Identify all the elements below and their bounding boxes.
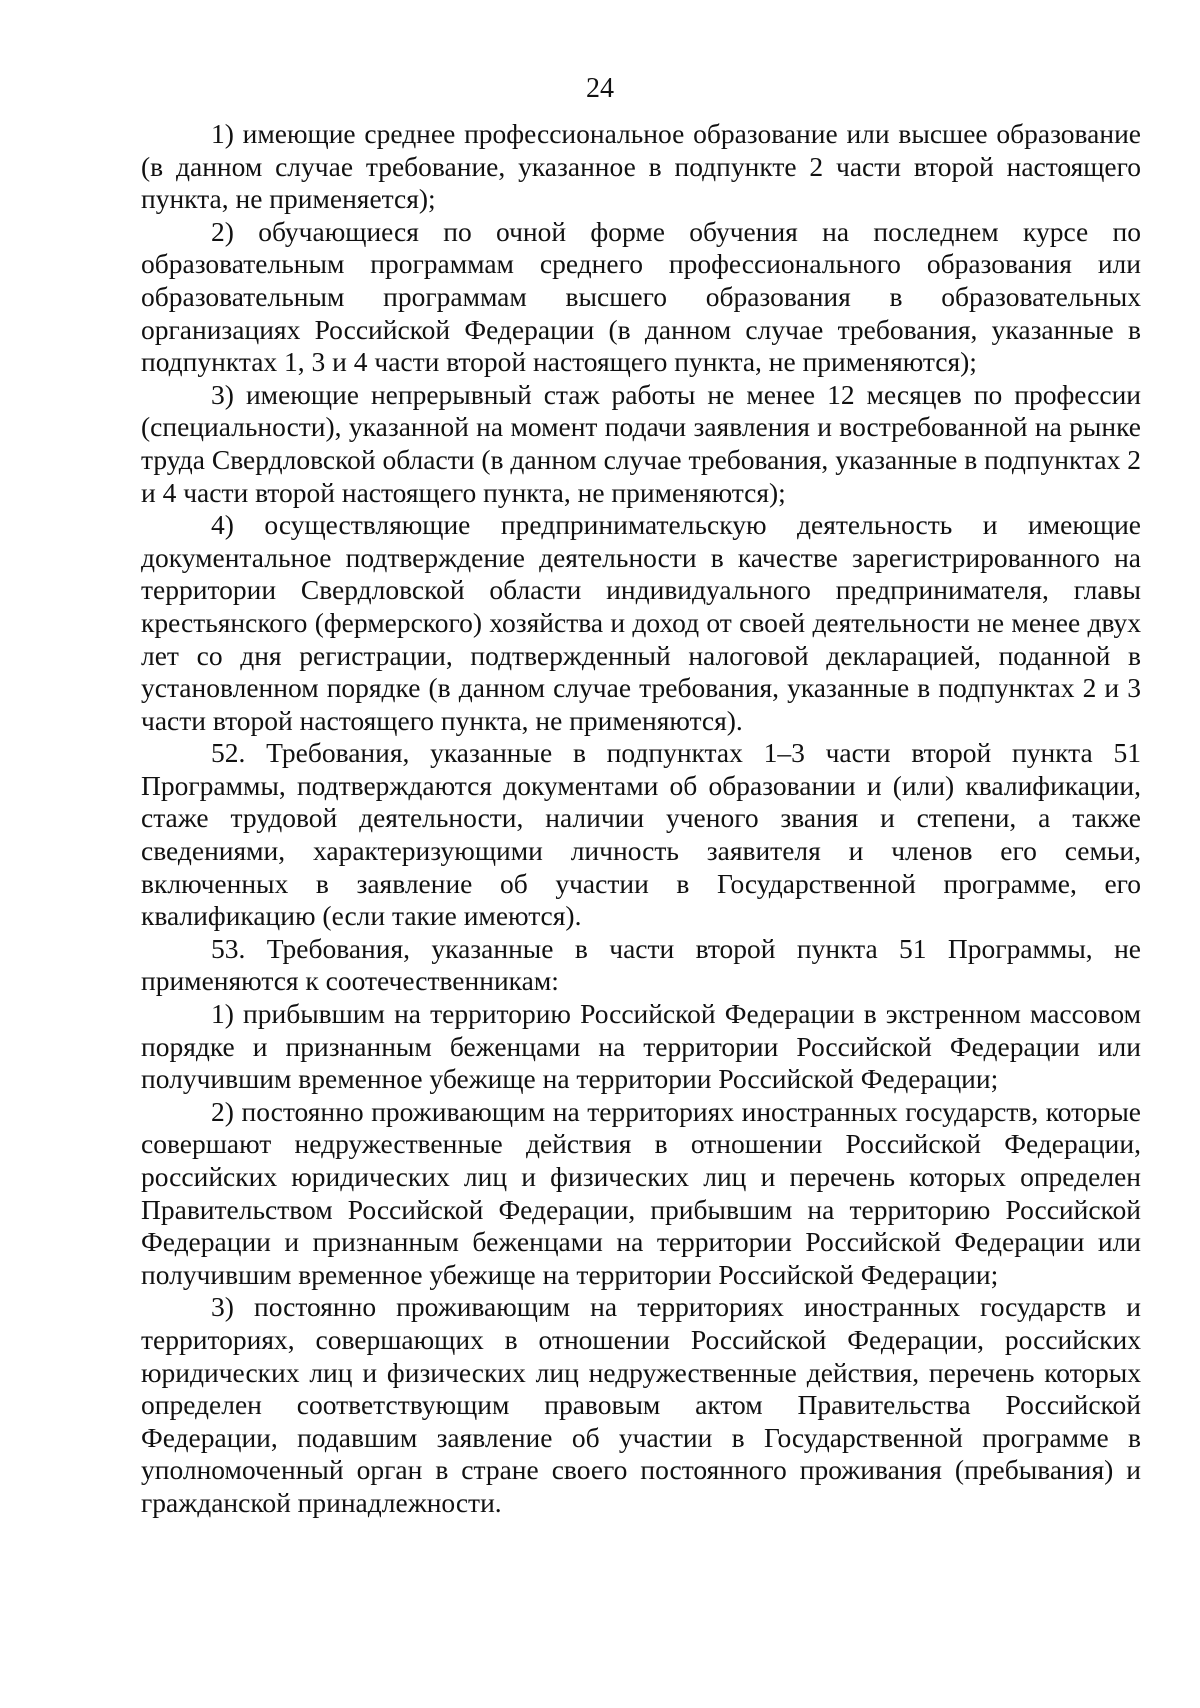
paragraph-item-3: 3) имеющие непрерывный стаж работы не менее 12 месяцев по профессии (специальности), указанной на момент подачи заявления и востребованной на рынке труда Свердловской области (в данном случае требования, указанные в подпунктах 2 и 4 части второй настоящего пункта, не применяются); — [141, 378, 1141, 508]
page-number: 24 — [586, 73, 614, 104]
paragraph-item-1: 1) имеющие среднее профессиональное образование или высшее образование (в данном случае требование, указанное в подпункте 2 части второй настоящего пункта, не применяется); — [141, 118, 1141, 215]
document-body — [141, 118, 1141, 1520]
paragraph-53-item-2: 2) постоянно проживающим на территориях иностранных государств, которые совершают недружественные действия в отношении Российской Федерации, российских юридических лиц и физических лиц и перечень которых определен Правительством Российской Федерации, прибывшим на территорию Российской Федерации и признанным беженцами на территории Российской Федерации или получившим временное убежище на территории Российской Федерации; — [141, 1095, 1141, 1290]
paragraph-item-4: 4) осуществляющие предпринимательскую деятельность и имеющие документальное подтверждение деятельности в качестве зарегистрированного на территории Свердловской области индивидуального предпринимателя, главы крестьянского (фермерского) хозяйства и доход от своей деятельности не менее двух лет со дня регистрации, подтвержденный налоговой декларацией, поданной в установленном порядке (в данном случае требования, указанные в подпунктах 2 и 3 части второй настоящего пункта, не применяются). — [141, 509, 1141, 736]
paragraph-53-item-1: 1) прибывшим на территорию Российской Федерации в экстренном массовом порядке и признанным беженцами на территории Российской Федерации или получившим временное убежище на территории Российской Федерации; — [141, 998, 1141, 1095]
paragraph-53-item-3: 3) постоянно проживающим на территориях иностранных государств и территориях, совершающих в отношении Российской Федерации, российских юридических лиц и физических лиц недружественные действия, перечень которых определен соответствующим правовым актом Правительства Российской Федерации, подавшим заявление об участии в Государственной программе в уполномоченный орган в стране своего постоянного проживания (пребывания) и гражданской принадлежности. — [141, 1291, 1141, 1518]
paragraph-53: 53. Требования, указанные в части второй пункта 51 Программы, не применяются к соотечественникам: — [141, 932, 1141, 997]
paragraph-item-2: 2) обучающиеся по очной форме обучения на последнем курсе по образовательным программам среднего профессионального образования или образовательным программам высшего образования в образовательных организациях Российской Федерации (в данном случае требования, указанные в подпунктах 1, 3 и 4 части второй настоящего пункта, не применяются); — [141, 215, 1141, 378]
paragraph-52: 52. Требования, указанные в подпунктах 1–3 части второй пункта 51 Программы, подтверждаются документами об образовании и (или) квалификации, стаже трудовой деятельности, наличии ученого звания и степени, а также сведениями, характеризующими личность заявителя и членов его семьи, включенных в заявление об участии в Государственной программе, его квалификацию (если такие имеются). — [141, 737, 1141, 932]
